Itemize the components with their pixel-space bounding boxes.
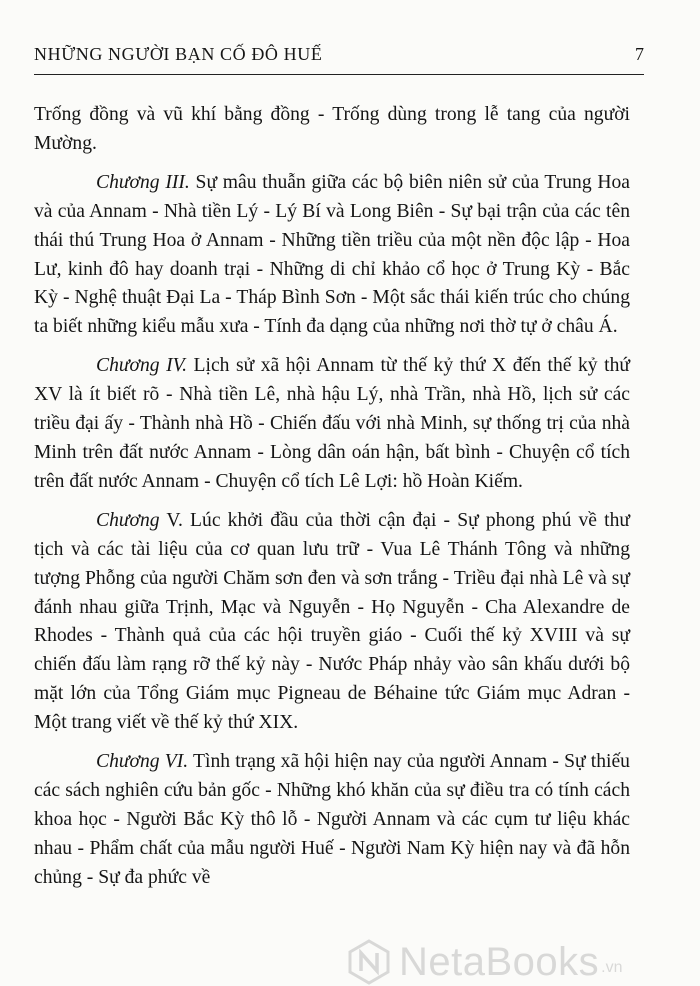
- book-title: NHỮNG NGƯỜI BẠN CỐ ĐÔ HUẾ: [34, 44, 323, 64]
- paragraph-text: Trống đồng và vũ khí bằng đồng - Trống dùng trong lễ tang của người Mường.: [34, 104, 630, 154]
- paragraph-chapter-4: [34, 352, 630, 497]
- watermark-suffix: .vn: [601, 959, 623, 976]
- watermark-brand: NetaBooks: [399, 939, 600, 984]
- running-header: [34, 44, 644, 75]
- paragraph-text: V. Lúc khởi đầu của thời cận đại - Sự phong phú về thư tịch và các tài liệu của cơ quan lưu trữ - Vua Lê Thánh Tông và những tượng Phỗng của người Chăm sơn đen và sơn trắng - Triều đại nhà Lê và sự đánh nhau giữa Trịnh, Mạc và Nguyễn - Họ Nguyễn - Cha Alexandre de Rhodes - Thành quả của các hội truyền giáo - Cuối thế kỷ XVIII và sự chiến đấu làm rạng rỡ thế kỷ này - Nước Pháp nhảy vào sân khấu dưới bộ mặt lớn của Tổng Giám mục Pigneau de Béhaine tức Giám mục Adran - Một trang viết về thế kỷ thứ XIX.: [34, 509, 630, 734]
- paragraph-continuation: [34, 101, 630, 159]
- page-body: [34, 101, 630, 893]
- page-number: 7: [635, 44, 644, 64]
- chapter-heading: Chương IV.: [96, 355, 187, 377]
- paragraph-chapter-6: [34, 748, 630, 893]
- watermark: [345, 938, 623, 986]
- chapter-heading: Chương VI.: [96, 751, 189, 773]
- paragraph-text: Tình trạng xã hội hiện nay của người Annam - Sự thiếu các sách nghiên cứu bản gốc - Những khó khăn của sự điều tra có tính cách khoa học - Người Bắc Kỳ thô lỗ - Người Annam và các cụm tư liệu khác nhau - Phẩm chất của mẫu người Huế - Người Nam Kỳ hiện nay và đã hỗn chủng - Sự đa phức về: [34, 751, 630, 888]
- paragraph-text: Sự mâu thuẫn giữa các bộ biên niên sử của Trung Hoa và của Annam - Nhà tiền Lý - Lý Bí và Long Biên - Sự bại trận của các tên thái thú Trung Hoa ở Annam - Những tiền triều của một nền độc lập - Hoa Lư, kinh đô hay doanh trại - Những di chỉ khảo cổ học ở Trung Kỳ - Bắc Kỳ - Nghệ thuật Đại La - Tháp Bình Sơn - Một sắc thái kiến trúc cho chúng ta biết những kiểu mẫu xưa - Tính đa dạng của những nơi thờ tự ở châu Á.: [34, 171, 630, 338]
- chapter-heading: Chương: [96, 509, 160, 531]
- paragraph-chapter-3: [34, 169, 630, 342]
- netabooks-logo-icon: [345, 938, 393, 986]
- paragraph-text: Lịch sử xã hội Annam từ thế kỷ thứ X đến thế kỷ thứ XV là ít biết rõ - Nhà tiền Lê, nhà hậu Lý, nhà Trần, nhà Hồ, lịch sử các triều đại ấy - Thành nhà Hồ - Chiến đấu với nhà Minh, sự thống trị của nhà Minh trên đất nước Annam - Lòng dân oán hận, bất bình - Chuyện cổ tích trên đất nước Annam - Chuyện cổ tích Lê Lợi: hồ Hoàn Kiếm.: [34, 355, 630, 492]
- paragraph-chapter-5: [34, 507, 630, 738]
- chapter-heading: Chương III.: [96, 171, 190, 193]
